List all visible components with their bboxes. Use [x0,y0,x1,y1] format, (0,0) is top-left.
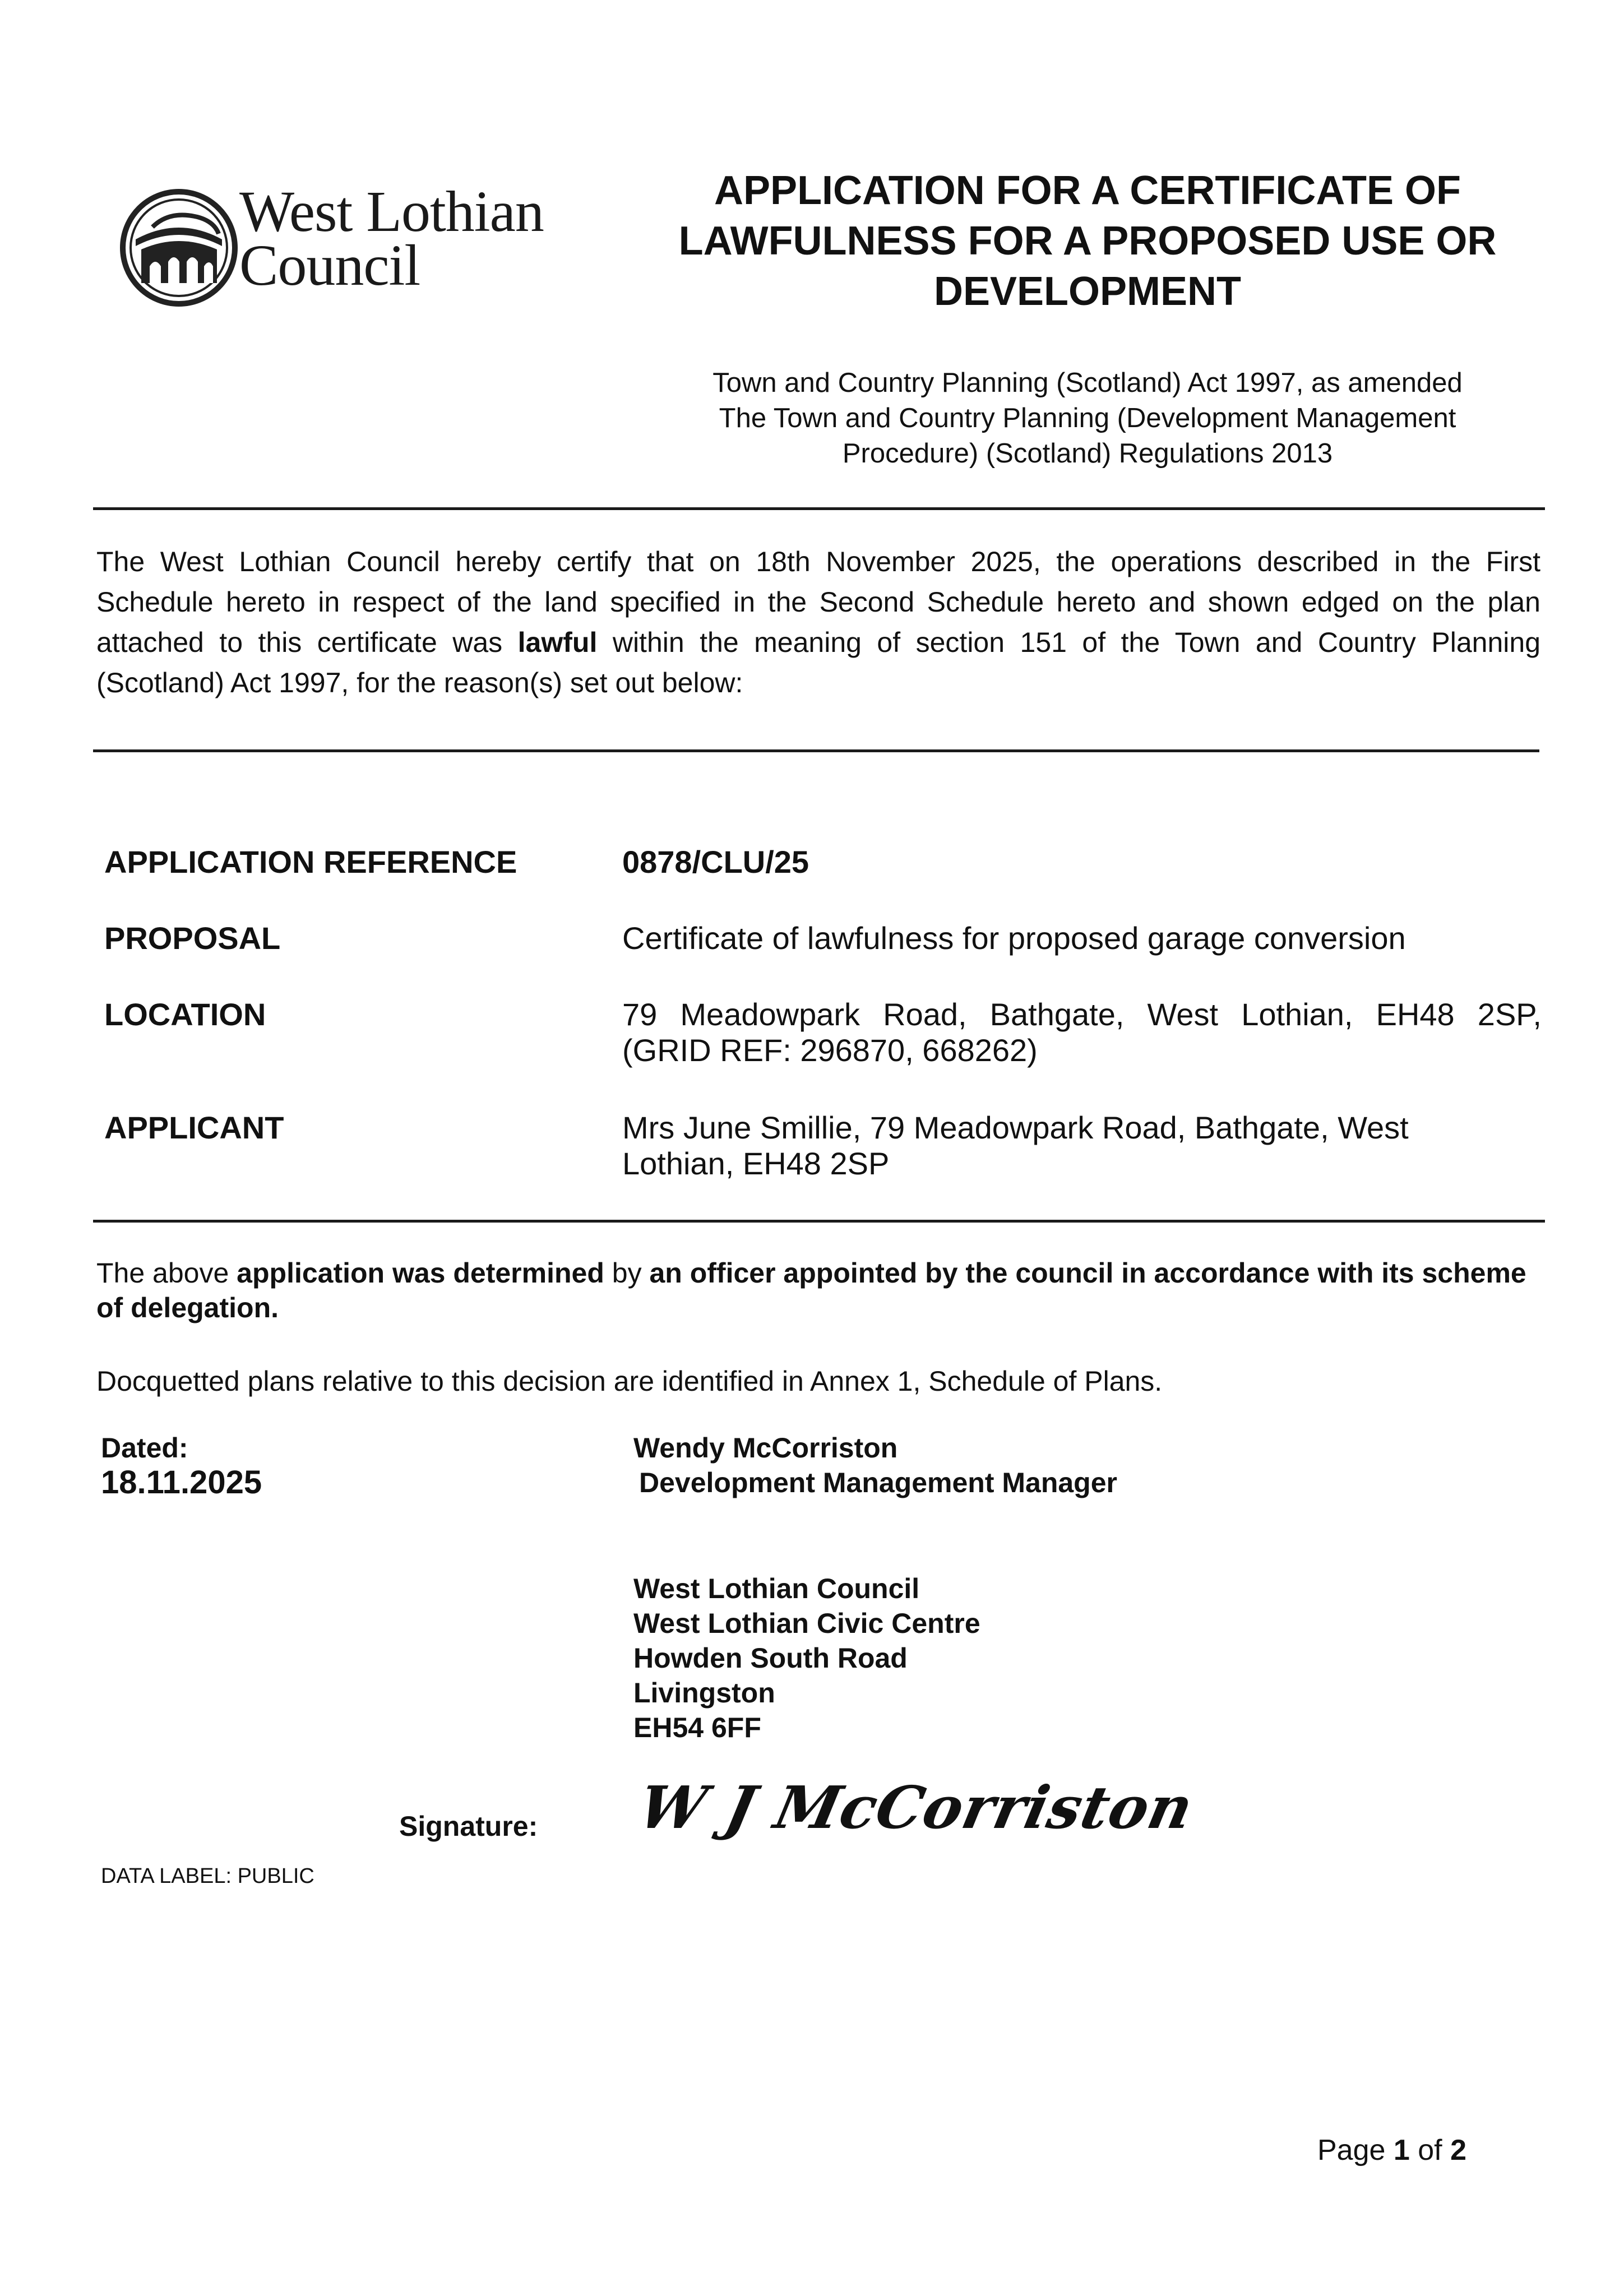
certification-text-end: within the meaning of section 151 of the Town and Country Planning (Scotland) Act 1997, for the reason(s) set out below: [96,627,1540,698]
logo-line-1: West Lothian [239,179,544,244]
determination-text-2: by [604,1257,650,1289]
handwritten-signature: W J McCorriston [632,1773,1200,1842]
divider [93,749,1539,752]
certification-text: The West Lothian Council hereby certify that on 18th November 2025, the operations described in the First Schedule hereto in respect of the land specified in the Second Schedule hereto and shown edged on the plan attached to this certificate was [96,546,1540,658]
page-prefix: Page [1317,2134,1394,2167]
page-total: 2 [1450,2134,1466,2167]
proposal-label: PROPOSAL [104,920,281,956]
applicant-value [622,1110,1542,1182]
determination-paragraph [96,1256,1540,1325]
proposal-value: Certificate of lawfulness for proposed garage conversion [622,920,1406,956]
logo-wordmark [239,179,544,298]
applicant-label: APPLICANT [104,1110,284,1145]
dated-label: Dated: [101,1432,188,1464]
address-line: EH54 6FF [633,1712,761,1743]
title-line-2: LAWFULNESS FOR A PROPOSED USE OR [678,219,1497,263]
signature-label: Signature: [399,1811,538,1842]
lawful-emphasis: lawful [517,627,598,658]
page-of: of [1409,2134,1451,2167]
determination-bold-2: an officer appointed by the council in accordance with its scheme of delegation. [96,1257,1526,1323]
officer-role: Development Management Manager [639,1467,1117,1498]
address-line: Howden South Road [633,1642,908,1674]
location-line-1: 79 Meadowpark Road, Bathgate, West Lothian, EH48 2SP, [622,997,1542,1032]
subtitle-line-2: The Town and Country Planning (Development Management [719,403,1456,433]
address-line: Livingston [633,1677,775,1709]
subtitle-line-1: Town and Country Planning (Scotland) Act 1997, as amended [712,368,1463,398]
page-number [1317,2133,1466,2167]
council-logo [119,179,567,320]
reference-value: 0878/CLU/25 [622,844,809,879]
address-line: West Lothian Civic Centre [633,1608,980,1639]
title-line-3: DEVELOPMENT [933,269,1242,314]
certification-paragraph [96,541,1540,703]
determination-text: The above [96,1257,237,1289]
reference-label: APPLICATION REFERENCE [104,844,517,879]
location-value [622,997,1542,1068]
applicant-line-2: Lothian, EH48 2SP [622,1146,890,1181]
data-label: DATA LABEL: PUBLIC [101,1864,314,1888]
title-line-1: APPLICATION FOR A CERTIFICATE OF [714,168,1461,213]
divider [93,1220,1545,1223]
page-current: 1 [1393,2134,1410,2167]
officer-name: Wendy McCorriston [633,1432,898,1464]
location-label: LOCATION [104,997,266,1032]
dated-value: 18.11.2025 [101,1464,262,1501]
determination-bold-1: application was determined [237,1257,604,1289]
council-address [633,1571,980,1745]
location-line-2: (GRID REF: 296870, 668262) [622,1033,1038,1068]
legislation-subtitle [622,365,1553,471]
address-line: West Lothian Council [633,1573,920,1604]
document-title [622,165,1553,317]
logo-line-2: Council [239,233,420,298]
applicant-line-1: Mrs June Smillie, 79 Meadowpark Road, Bathgate, West [622,1110,1409,1145]
docquetted-note: Docquetted plans relative to this decision are identified in Annex 1, Schedule of Plans. [96,1365,1163,1397]
divider [93,507,1545,510]
subtitle-line-3: Procedure) (Scotland) Regulations 2013 [842,438,1333,469]
viaduct-emblem-icon [119,188,239,308]
